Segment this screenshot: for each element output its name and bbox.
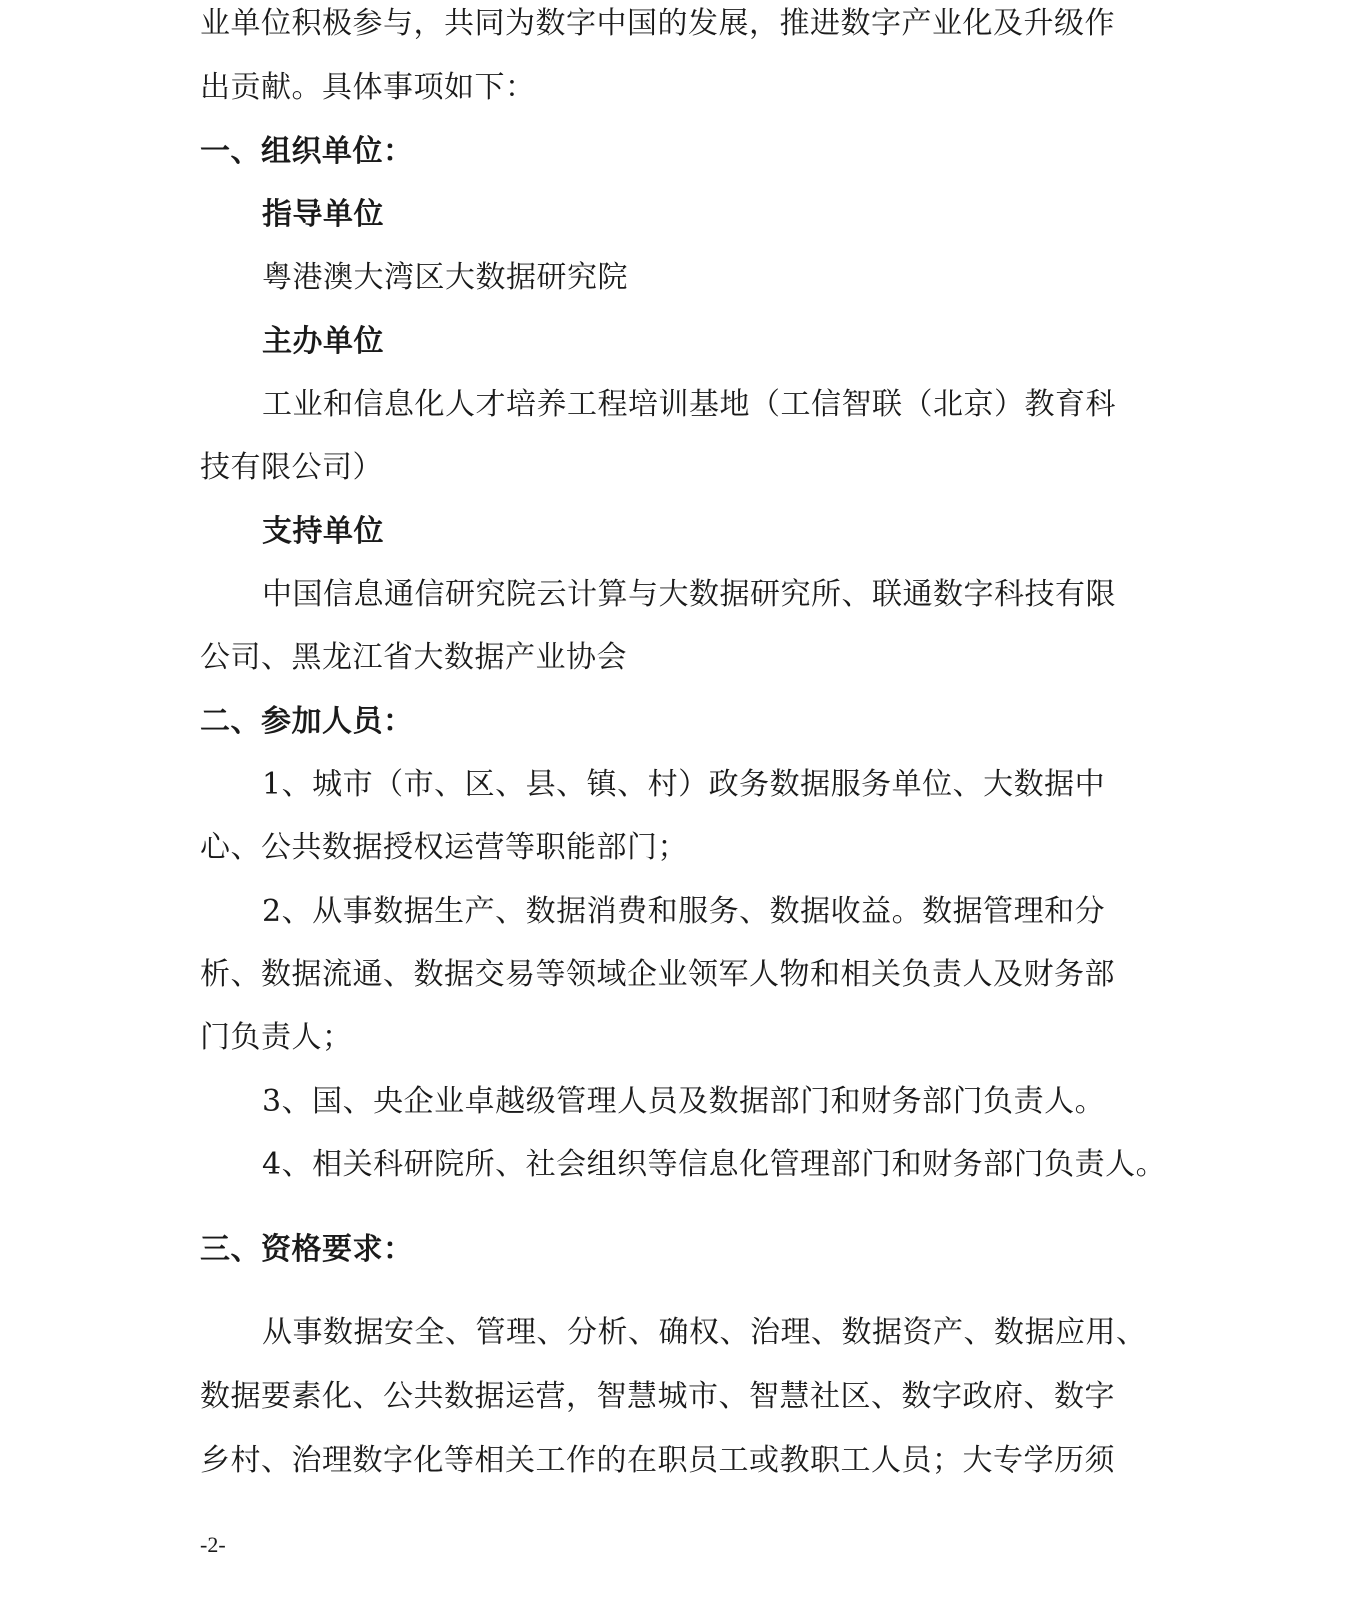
section-heading-organizers: 一、组织单位： [200,134,414,169]
paragraph-line: 中国信息通信研究院云计算与大数据研究所、联通数字科技有限 [262,577,1116,612]
list-item: 1、城市（市、区、县、镇、村）政务数据服务单位、大数据中 [262,767,1106,802]
paragraph-line: 粤港澳大湾区大数据研究院 [262,260,628,295]
subheading-support-unit: 支持单位 [262,514,384,549]
paragraph-line: 乡村、治理数字化等相关工作的在职员工或教职工人员；大专学历须 [200,1443,1115,1478]
subheading-guiding-unit: 指导单位 [262,197,384,232]
section-heading-participants: 二、参加人员： [200,704,414,739]
paragraph-line: 公司、黑龙江省大数据产业协会 [200,640,627,675]
paragraph-line: 从事数据安全、管理、分析、确权、治理、数据资产、数据应用、 [262,1315,1147,1350]
paragraph-line: 析、数据流通、数据交易等领域企业领军人物和相关负责人及财务部 [200,957,1115,992]
list-item: 4、相关科研院所、社会组织等信息化管理部门和财务部门负责人。 [262,1147,1167,1182]
page-number: -2- [200,1532,226,1557]
paragraph-line: 门负责人； [200,1020,353,1055]
paragraph-line: 心、公共数据授权运营等职能部门； [200,830,688,865]
list-item: 3、国、央企业卓越级管理人员及数据部门和财务部门负责人。 [262,1084,1106,1119]
paragraph-line: 工业和信息化人才培养工程培训基地（工信智联（北京）教育科 [262,387,1116,422]
paragraph-line: 业单位积极参与，共同为数字中国的发展，推进数字产业化及升级作 [200,6,1115,41]
list-item: 2、从事数据生产、数据消费和服务、数据收益。数据管理和分 [262,894,1106,929]
section-heading-qualifications: 三、资格要求： [200,1232,414,1267]
paragraph-line: 数据要素化、公共数据运营，智慧城市、智慧社区、数字政府、数字 [200,1379,1115,1414]
paragraph-line: 出贡献。具体事项如下： [200,70,536,105]
subheading-host-unit: 主办单位 [262,324,384,359]
paragraph-line: 技有限公司） [200,450,383,485]
